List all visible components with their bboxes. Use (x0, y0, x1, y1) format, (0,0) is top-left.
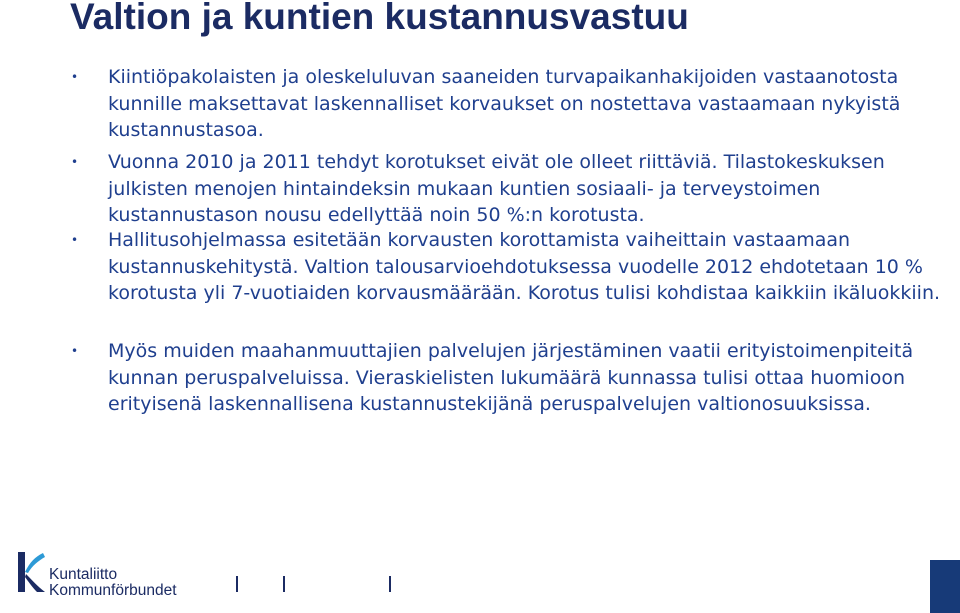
corner-stripe (930, 560, 960, 613)
bullet-marker: • (71, 344, 79, 358)
kuntaliitto-k-icon (15, 550, 47, 594)
bullet-marker: • (71, 70, 79, 84)
bullet-item (71, 338, 958, 444)
slide-title: Valtion ja kuntien kustannusvastuu (70, 0, 689, 37)
bullet-marker: • (71, 155, 79, 169)
bullet-text: Hallitusohjelmassa esitetään korvausten korottamista vaiheittain vastaamaan kustannuskehitystä. Valtion talousarvioehdotuksessa vuodelle 2012 ehdotetaan 10 % korotusta yli 7-vuotiaiden korvausmäärään. Korotus tulisi kohdistaa kaikkiin ikäluokkiin. (108, 229, 941, 304)
footer-divider (236, 576, 238, 592)
logo-text-finnish: Kuntaliitto (49, 566, 118, 583)
footer-divider (389, 576, 391, 592)
bullet-marker: • (71, 233, 79, 247)
bullet-item (71, 64, 958, 149)
footer-divider (283, 576, 285, 592)
bullet-item (71, 227, 958, 338)
bullet-text: Myös muiden maahanmuuttajien palvelujen järjestäminen vaatii erityistoimenpiteitä kunnan peruspalveluissa. Vieraskielisten lukumäärä kunnassa tulisi ottaa huomioon erityisenä laskennallisena kustannustekijänä peruspalvelujen valtionosuuksissa. (108, 340, 914, 415)
logo-text-swedish: Kommunförbundet (49, 582, 177, 599)
bullet-text: Vuonna 2010 ja 2011 tehdyt korotukset eivät ole olleet riittäviä. Tilastokeskuksen julkisten menojen hintaindeksin mukaan kuntien sosiaali- ja terveystoimen kustannustason nousu edellyttää noin 50 %:n korotusta. (108, 151, 885, 226)
bullet-text: Kiintiöpakolaisten ja oleskeluluvan saaneiden turvapaikanhakijoiden vastaanotosta kunnille maksettavat laskennalliset korvaukset on nostettava vastaamaan nykyistä kustannustasoa. (108, 66, 901, 141)
bullet-list (71, 64, 958, 444)
bullet-item (71, 149, 958, 227)
kuntaliitto-logo (15, 550, 200, 598)
